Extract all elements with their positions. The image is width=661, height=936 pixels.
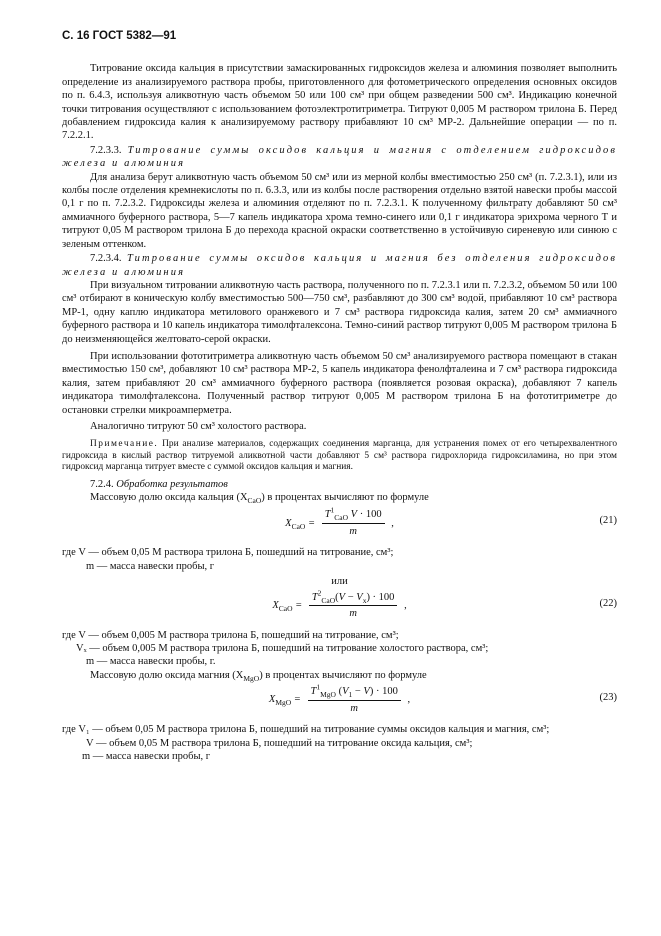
definition-v: где V — объем 0,05 М раствора трилона Б, пошедший на титрование, см³; <box>62 547 394 559</box>
section-7-2-3-4-heading <box>62 252 617 279</box>
paragraph-phototitrimeter: При использовании фототитриметра аликвотную часть объемом 50 см³ анализируемого раствора помещают в стакан вместимостью 150 см³, добавляют 10 см³ раствора МР-2, 5 капель индикатора фенолфталеина и 7 см³ раствора гидроксида калия, затем прибавляют 20 см³ аммиачного буферного раствора (появляется розовая окраска), добавляют 7 капель индикатора тимолфталексона. Полученный раствор титруют 0,005 М раствором трилона Б на фототитриметре до остановки стрелки микроамперметра. <box>62 350 617 416</box>
paragraph-mgo-intro: Массовую долю оксида магния $(X_{MgO})$ в процентах вычисляют по формуле <box>90 669 427 683</box>
note-label: Примечание. <box>90 439 159 450</box>
section-title: Титрование суммы оксидов кальция и магния без отделения гидроксидов железа и алюминия <box>62 253 617 278</box>
definition-m: m — масса навески пробы, г <box>86 560 215 572</box>
section-title: Обработка результатов <box>116 478 228 490</box>
definition-v: V — объем 0,05 М раствора трилона Б, пошедший на титрование оксида кальция, см³; <box>86 737 473 749</box>
formula-21: $X_{CaO}$ = $T^1_{CaO}$ V · 100 m , (21) <box>285 505 617 537</box>
note-text: При анализе материалов, содержащих соединения марганца, для устранения помех от его четырехвалентного гидроксида в кислый раствор титруемой аликвотной части добавляют 5 см³ раствора гидрохлорида гидроксиламина, но при этом гидроксид марганца титрует вместе с суммой оксидов кальция и магния. <box>62 439 618 473</box>
definition-m: m — масса навески пробы, г. <box>86 656 216 668</box>
formula-number: (21) <box>599 515 617 527</box>
paragraph-cao-intro: Массовую долю оксида кальция $(X_{CaO})$ в процентах вычисляют по формуле <box>90 492 429 506</box>
paragraph-sum-with-separation: Для анализа берут аликвотную часть объемом 50 см³ или из мерной колбы вместимостью 250 см³ (п. 7.2.3.1), или из колбы после отделения кремнекислоты по п. 6.3.3, или из колбы после растворения отдельно взятой навески пробы массой 0,1 г по п. 7.2.3.2. Гидроксиды железа и алюминия отделяют по п. 7.2.3.1. К полученному фильтрату добавляют 50 см³ аммиачного буферного раствора, 5—7 капель индикатора хрома темно-синего или 0,1 г индикатора эрихрома черного Т и титруют 0,05 М раствором трилона Б до перехода красной окраски соответственно в устойчивую сиреневую или синюю с зеленым оттенком. <box>62 171 617 250</box>
definition-v1: где V₁ — объем 0,05 М раствора трилона Б, пошедший на титрование суммы оксидов кальция и магния, см³; <box>62 724 550 736</box>
or-label: или <box>331 576 348 588</box>
paragraph-calcium-masked: Титрование оксида кальция в присутствии замаскированных гидроксидов железа и алюминия позволяет выполнить определение из анализируемого раствора пробы, приготовленного для фотометрического определения основных оксидов по п. 6.4.3, используя аликвотную часть объемом 50 или 100 см³ при общем разведении 500 см³. Индикацию конечной точки титрования осуществляют с использованием фотоэлектротитриметра. Титруют 0,005 М раствором трилона Б. Перед добавлением гидроксида калия к анализируемому раствору прибавляют 10 см³ МР-2. Дальнейшие операции — по п. 7.2.2.1. <box>62 63 617 142</box>
section-number: 7.2.4. <box>90 478 114 490</box>
page-header: С. 16 ГОСТ 5382—91 <box>62 30 177 42</box>
note <box>62 439 617 473</box>
section-7-2-3-3-heading <box>62 144 617 171</box>
section-title: Титрование суммы оксидов кальция и магния с отделением гидроксидов железа и алюминия <box>62 144 617 170</box>
formula-number: (23) <box>599 692 617 704</box>
formula-22: $X_{CaO}$ = $T^2_{CaO}(V - V_x) \cdot 100$ m , (22) <box>272 588 617 620</box>
definition-vx: Vₓ — объем 0,005 М раствора трилона Б, пошедший на титрование холостого раствора, см³; <box>76 643 489 655</box>
formula-number: (22) <box>599 597 617 609</box>
paragraph-blank-titration: Аналогично титруют 50 см³ холостого раствора. <box>90 420 307 432</box>
definition-v: где V — объем 0,005 М раствора трилона Б, пошедший на титрование, см³; <box>62 629 399 641</box>
section-number: 7.2.3.3. <box>90 144 122 156</box>
section-7-2-4-heading <box>62 478 617 491</box>
section-number: 7.2.3.4. <box>90 253 122 265</box>
paragraph-visual-titration: При визуальном титровании аликвотную часть раствора, полученного по п. 7.2.3.1 или п. 7.2.3.2, объемом 50 или 100 см³ отбирают в коническую колбу вместимостью 500—750 см³, разбавляют до 300 см³ водой, прибавляют 10 см³ раствора МР-1, одну каплю индикатора метилового оранжевого и 7 см³ раствора гидроксида калия, затем 20 см³ аммиачного буферного раствора и 10 капель индикатора тимолфталексона. Темно-синий раствор титруют 0,005 М раствором трилона Б до неизменяющейся желтовато-серой окраски. <box>62 279 617 345</box>
formula-23: $X_{MgO}$ = $T^1_{MgO}$ $(V_1 - V) \cdot 100$ m , (23) <box>268 682 617 714</box>
definition-m: m — масса навески пробы, г <box>82 751 211 763</box>
